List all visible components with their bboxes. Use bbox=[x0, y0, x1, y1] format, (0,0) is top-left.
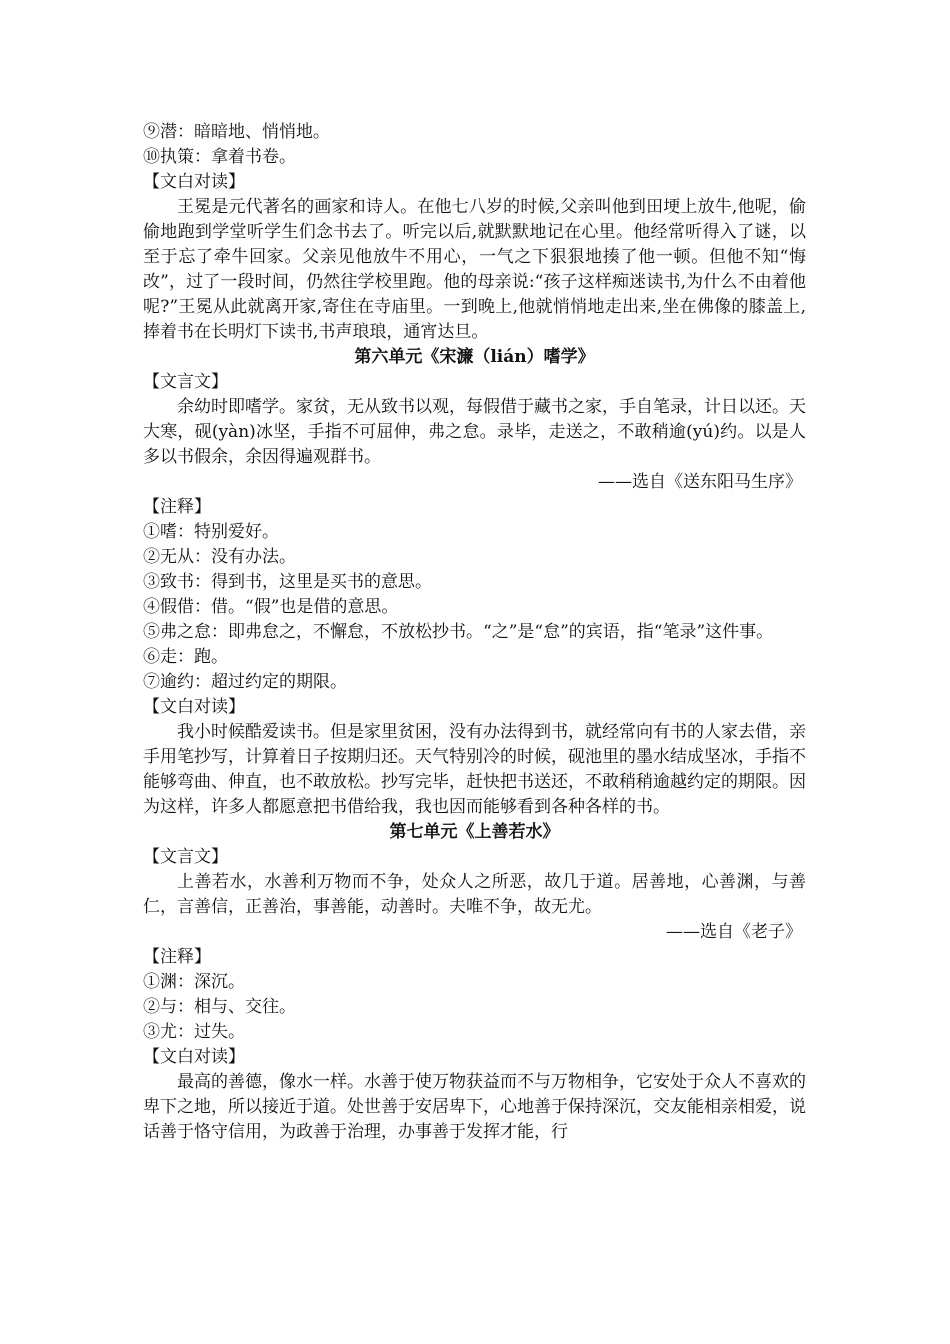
section-label: 【文言文】 bbox=[143, 847, 228, 867]
note-item: ①嗜：特别爱好。 bbox=[143, 522, 279, 542]
document-body bbox=[143, 120, 806, 1145]
classical-text: 余幼时即嗜学。家贫，无从致书以观，每假借于藏书之家，手自笔录，计日以还。天大寒，砚(yàn)冰坚，手指不可屈伸，弗之怠。录毕，走送之，不敢稍逾(yú)约。以是人多以书假余，余因得遍观群书。 bbox=[143, 397, 806, 467]
translation-paragraph: 最高的善德，像水一样。水善于使万物获益而不与万物相争，它安处于众人不喜欢的卑下之地，所以接近于道。处世善于安居卑下，心地善于保持深沉，交友能相亲相爱，说话善于恪守信用，为政善于治理，办事善于发挥才能，行 bbox=[143, 1072, 806, 1142]
unit7-title: 第七单元《上善若水》 bbox=[389, 822, 560, 842]
note-item: ④假借：借。“假”也是借的意思。 bbox=[143, 597, 399, 617]
note-item: ⑩执策：拿着书卷。 bbox=[143, 147, 296, 167]
translation-paragraph: 我小时候酷爱读书。但是家里贫困，没有办法得到书，就经常向有书的人家去借，亲手用笔抄写，计算着日子按期归还。天气特别冷的时候，砚池里的墨水结成坚冰，手指不能够弯曲、伸直，也不敢放松。抄写完毕，赶快把书送还，不敢稍稍逾越约定的期限。因为这样，许多人都愿意把书借给我，我也因而能够看到各种各样的书。 bbox=[143, 722, 806, 817]
note-item: ⑤弗之怠：即弗怠之，不懈怠，不放松抄书。“之”是“怠”的宾语，指“笔录”这件事。 bbox=[143, 622, 774, 642]
section-label: 【文白对读】 bbox=[143, 1047, 245, 1067]
source-citation: ——选自《送东阳马生序》 bbox=[598, 472, 802, 492]
unit6-title: 第六单元《宋濂（lián）嗜学》 bbox=[354, 347, 595, 367]
section-label: 【文白对读】 bbox=[143, 697, 245, 717]
note-item: ⑥走：跑。 bbox=[143, 647, 228, 667]
translation-paragraph: 王冕是元代著名的画家和诗人。在他七八岁的时候,父亲叫他到田埂上放牛,他呢，偷偷地跑到学堂听学生们念书去了。听完以后,就默默地记在心里。他经常听得入了谜，以至于忘了牵牛回家。父亲见他放牛不用心，一气之下狠狠地揍了他一顿。但他不知“悔改”，过了一段时间，仍然往学校里跑。他的母亲说:“孩子这样痴迷读书,为什么不由着他呢?”王冕从此就离开家,寄住在寺庙里。一到晚上,他就悄悄地走出来,坐在佛像的膝盖上,捧着书在长明灯下读书,书声琅琅，通宵达旦。 bbox=[143, 197, 806, 342]
section-label: 【注释】 bbox=[143, 947, 211, 967]
note-item: ③尤：过失。 bbox=[143, 1022, 245, 1042]
note-item: ⑨潜：暗暗地、悄悄地。 bbox=[143, 122, 330, 142]
source-citation: ——选自《老子》 bbox=[666, 922, 802, 942]
note-item: ②无从：没有办法。 bbox=[143, 547, 296, 567]
note-item: ①渊：深沉。 bbox=[143, 972, 245, 992]
note-item: ⑦逾约：超过约定的期限。 bbox=[143, 672, 347, 692]
section-label: 【文言文】 bbox=[143, 372, 228, 392]
note-item: ③致书：得到书，这里是买书的意思。 bbox=[143, 572, 432, 592]
classical-text: 上善若水，水善利万物而不争，处众人之所恶，故几于道。居善地，心善渊，与善仁，言善信，正善治，事善能，动善时。夫唯不争，故无尤。 bbox=[143, 872, 806, 917]
section-label: 【注释】 bbox=[143, 497, 211, 517]
note-item: ②与：相与、交往。 bbox=[143, 997, 296, 1017]
section-label: 【文白对读】 bbox=[143, 172, 245, 192]
